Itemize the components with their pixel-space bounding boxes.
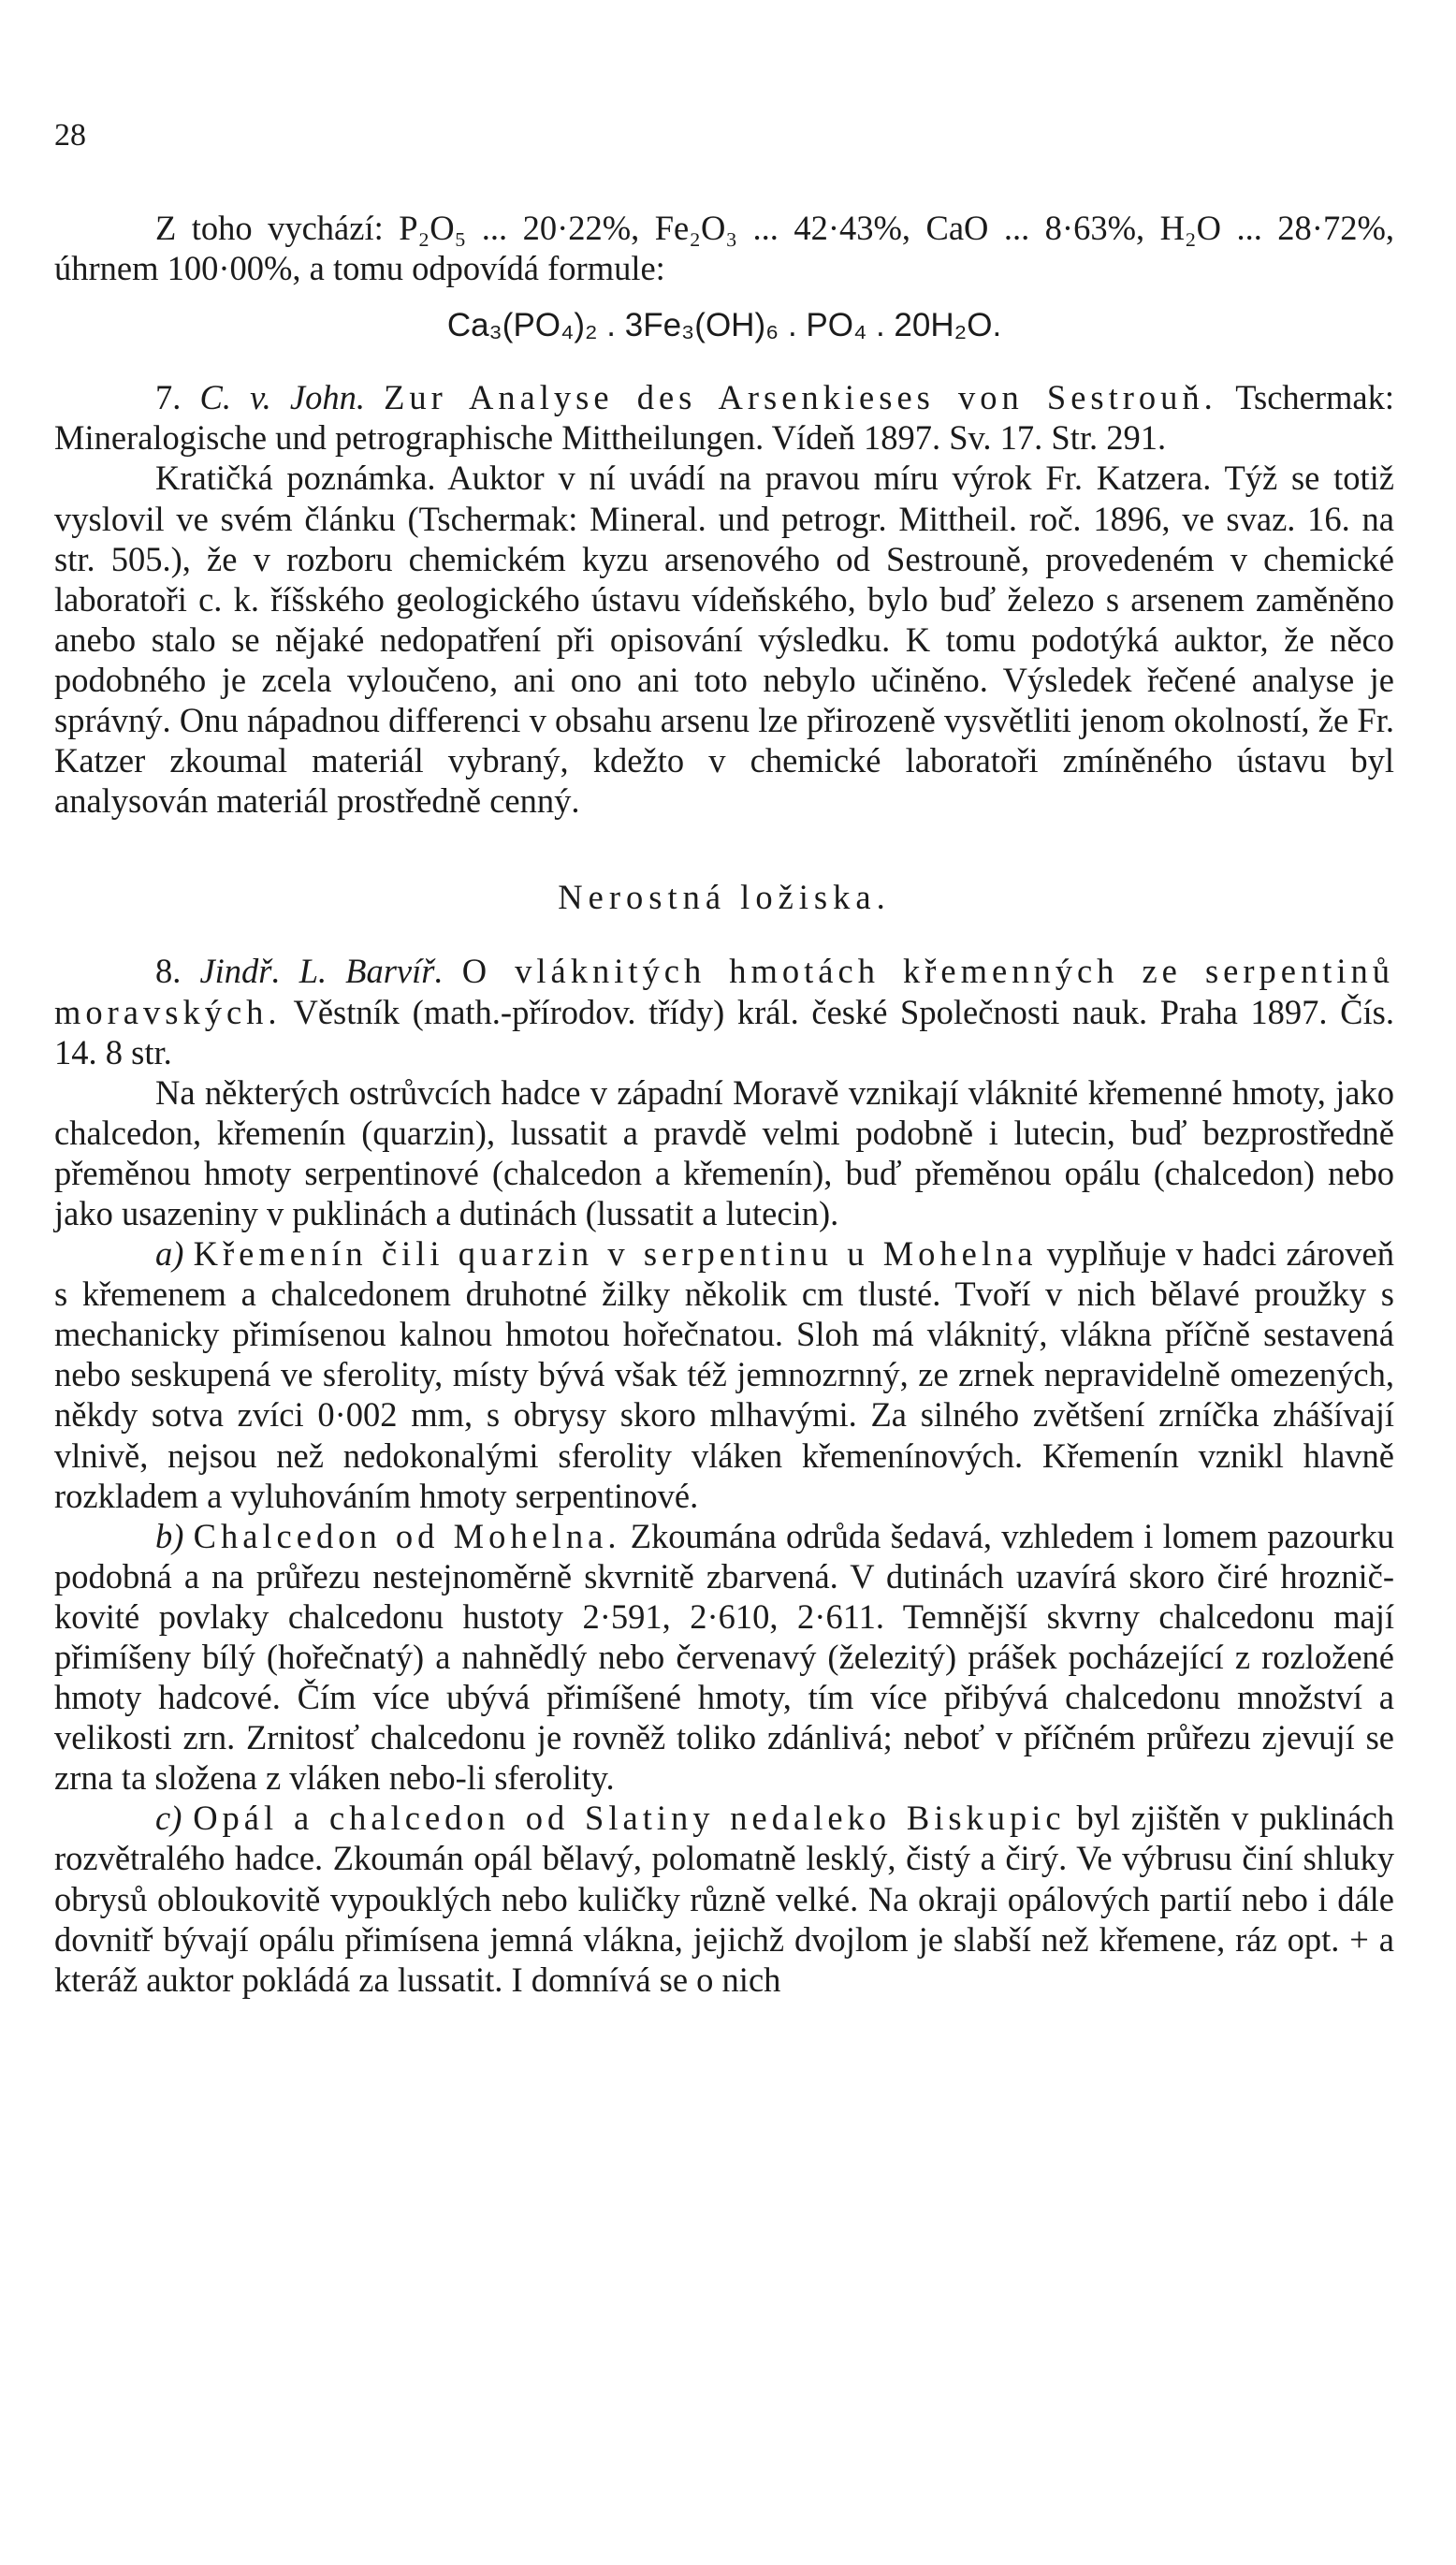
entry-7-heading: [54, 377, 1394, 458]
part-b-title: Chalcedon od Mohelna.: [193, 1516, 621, 1555]
entry-8-author: Jindř. L. Barvíř.: [199, 952, 444, 991]
entry-7-citation: Tschermak: Mineralogische und petrographische Mittheilungen. Vídeň 1897. Sv. 17. Str. 291.: [54, 378, 1395, 458]
part-c-label: c): [155, 1799, 182, 1838]
part-a-body: vyplňuje v hadci zároveň s křemenem a chalcedonem druhotné žilky několik cm tlusté. Tvoří v nich bělavé proužky s mechanicky přimísenou kalnou hmotou hořečnatou. Sloh má vláknitý, vlákna příčně sestavená nebo seskupená ve sferolity, místy bývá však též jemnozrnný, ze zrnek nepravidelně omezených, někdy sotva zvíci 0·002 mm, s obrysy skoro mlhavými. Za silného zvětšení zrníčka zhášívají vlnivě, nejsou než nedokonalými sferolity vláken křemenínových. Křemenín vznikl hlavně rozkladem a vyluhováním hmoty serpentinové.: [54, 1234, 1394, 1515]
part-a-title: Křemenín čili quarzin v serpentinu u Mohelna: [193, 1234, 1038, 1274]
entry-8-part-b: [54, 1516, 1394, 1799]
section-heading: Nerostná ložiska.: [558, 878, 891, 917]
formula-intro-line: Z toho vychází: P₂O₅ ... 20·22%, Fe₂O₃ ... 42·43%, CaO ... 8·63%, H₂O ... 28·72%, úhrnem 100·00%, a tomu odpovídá formule:: [54, 209, 1394, 288]
chemical-formula: Ca₃(PO₄)₂ . 3Fe₃(OH)₆ . PO₄ . 20H₂O.: [446, 307, 1002, 344]
entry-7-title: Zur Analyse des Arsenkieses von Sestrouň.: [384, 378, 1217, 417]
entry-8-number: 8.: [155, 952, 182, 991]
entry-8-title: O vláknitých hmotách křemenných ze serpentinů moravských.: [54, 952, 1394, 1031]
entry-7-number: 7.: [155, 378, 182, 417]
entry-7-body: Kratičká poznámka. Auktor v ní uvádí na pravou míru výrok Fr. Katzera. Týž se totiž vyslovil ve svém článku (Tschermak: Mineral. und petrogr. Mittheil. roč. 1896, ve svaz. 16. na str. 505.), že v rozboru chemickém kyzu arsenového od Sestrouně, provedeném v chemické laboratoři c. k. říšského geologického ústavu vídeňského, bylo buď železo s arsenem zaměněno anebo stalo se nějaké nedopatření při opisování výsledku. K tomu podotýká auktor, že něco podobného je zcela vyloučeno, ani ono ani toto nebylo učiněno. Výsledek řečené analyse je správný. Onu nápadnou differenci v obsahu arsenu lze přirozeně vysvětliti jenom okolností, že Fr. Katzer zkoumal materiál vybraný, kdežto v chemické laboratoři zmíněného ústavu byl analysován materiál prostředně cenný.: [54, 459, 1394, 821]
page-content: [54, 208, 1394, 2000]
part-c-body: byl zjištěn v puklinách rozvětralého hadce. Zkoumán opál bělavý, polomatně lesklý, čistý a čirý. Ve výbrusu činí shluky obrysů obloukovitě vypouklých nebo kuličky různě velké. Na okraji opálových partií nebo i dále dovnitř bývají opálu přimísena jemná vlákna, jejichž dvojlom je slabší než křemene, ráz opt. + a kteráž auktor pokládá za lussatit. I domnívá se o nich: [54, 1799, 1395, 1999]
part-b-label: b): [155, 1516, 184, 1555]
entry-8-part-a: [54, 1233, 1394, 1516]
entry-8-heading: [54, 951, 1394, 1071]
entry-8-part-c: [54, 1798, 1394, 1999]
entry-8-citation: Věstník (math.-přírodov. třídy) král. české Společnosti nauk. Praha 1897. Čís. 14. 8 str.: [54, 992, 1394, 1071]
entry-8-intro: Na některých ostrůvcích hadce v západní Moravě vznikají vláknité křemenné hmoty, jako chalcedon, křemenín (quarzin), lussatit a pravdě velmi podobně i lutecin, buď bezprostředně přeměnou hmoty serpentinové (chalcedon a křemenín), buď přeměnou opálu (chalcedon) nebo jako usazeniny v puklinách a dutinách (lussatit a lutecin).: [54, 1072, 1394, 1232]
entry-7-author: C. v. John.: [199, 378, 365, 417]
part-c-title: Opál a chalcedon od Slatiny nedaleko Biskupic: [193, 1799, 1066, 1838]
page-number: 28: [54, 118, 86, 153]
part-a-label: a): [155, 1234, 184, 1274]
part-b-body: Zkoumána odrůda šedavá, vzhledem i lomem pazourku podobná a na průřezu nestejnoměrně skvrnitě zbarvená. V dutinách uzavírá skoro čiré hrozničkovité povlaky chalcedonu hustoty 2·591, 2·610, 2·611. Temnější skvrny chalcedonu mají přimíšeny bílý (hořečnatý) a nahnědlý nebo červenavý (železitý) prášek pocházející z rozložené hmoty hadcové. Čím více ubývá přimíšené hmoty, tím více přibývá chalcedonu množství a velikosti zrn. Zrnitosť chalcedonu je rovněž toliko zdánlivá; neboť v příčném průřezu zjevují se zrna ta složena z vláken nebo-li sferolity.: [54, 1516, 1395, 1798]
